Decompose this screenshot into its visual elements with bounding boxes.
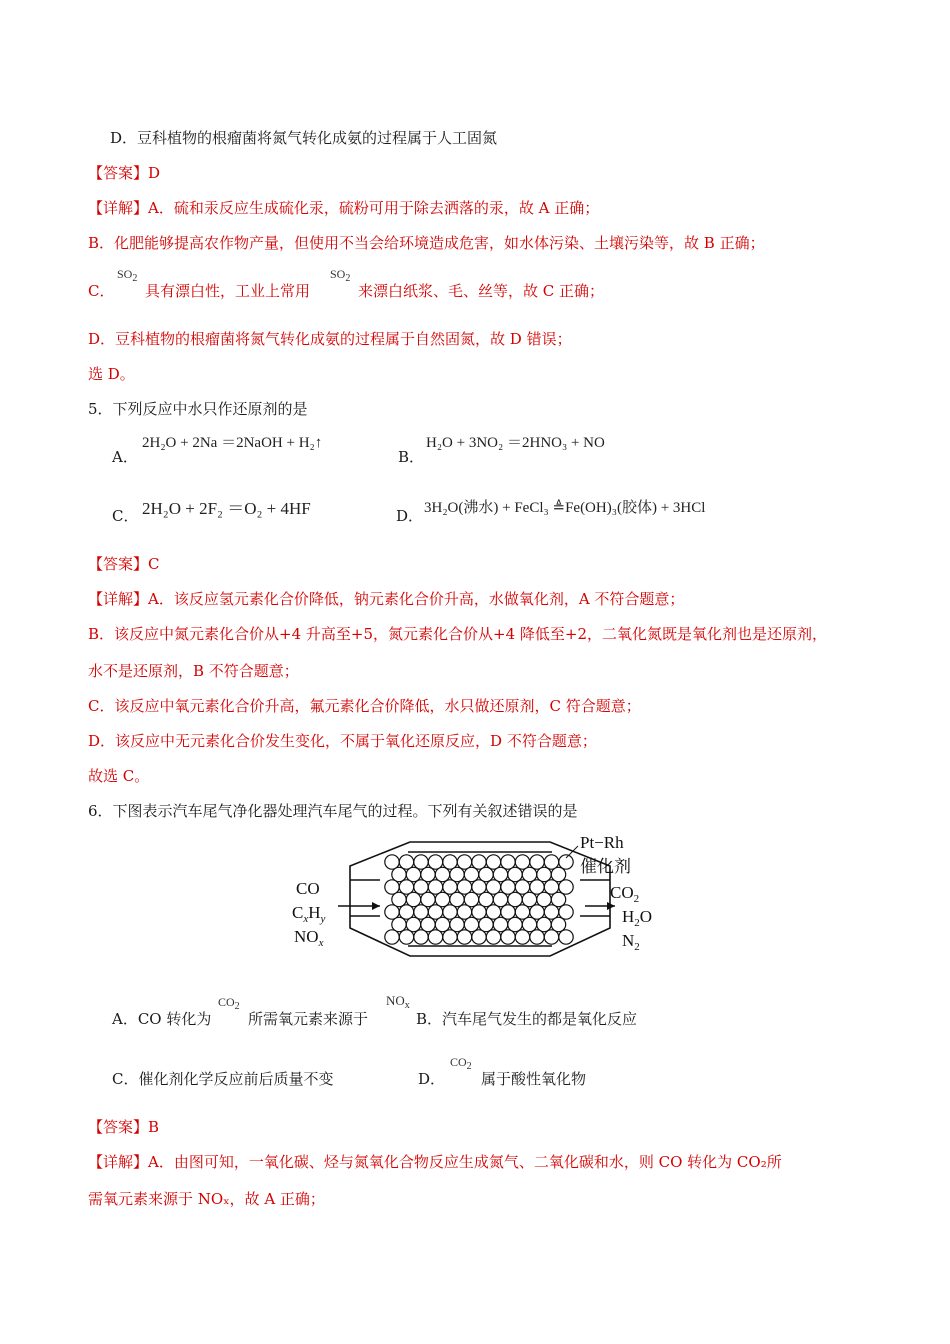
q5-stem: 5．下列反应中水只作还原剂的是 <box>88 400 308 418</box>
q5-option-c-label: C． <box>112 507 139 525</box>
catalyst-pellet <box>515 930 529 944</box>
q5-detail-a: 【详解】A．该反应氢元素化合价降低，钠元素化合价升高，水做氧化剂，A 不符合题意； <box>88 590 685 608</box>
catalyst-pellet <box>399 930 413 944</box>
q4-answer: 【答案】D <box>88 164 161 182</box>
q5-option-d-formula: 3H₂O(沸水) + FeCl₃ ≜Fe(OH)₃(胶体) + 3HCl <box>424 500 706 516</box>
catalyst-pellet <box>472 930 486 944</box>
catalyst-pellet <box>486 930 500 944</box>
q4-option-d: D．豆科植物的根瘤菌将氮气转化成氨的过程属于人工固氮 <box>110 129 498 147</box>
q6-option-b: B．汽车尾气发生的都是氧化反应 <box>416 1010 638 1028</box>
catalyst-pellet <box>559 905 573 919</box>
q6-stem: 6．下图表示汽车尾气净化器处理汽车尾气的过程。下列有关叙述错误的是 <box>88 802 578 820</box>
input-co-label: CO <box>296 879 320 898</box>
catalyst-pellet <box>385 930 399 944</box>
catalyst-pellet <box>414 930 428 944</box>
q6-answer: 【答案】B <box>88 1118 160 1136</box>
q6-co2-formula-a: $CO_2$ <box>218 995 240 1012</box>
q6-option-a-prefix: A．CO 转化为 <box>112 1010 212 1028</box>
catalyst-label-line2: 催化剂 <box>580 857 631 876</box>
q5-detail-c: C．该反应中氧元素化合价升高，氟元素化合价降低，水只做还原剂，C 符合题意； <box>88 697 641 715</box>
q6-detail-a2: 需氧元素来源于 NOₓ，故 A 正确； <box>88 1190 325 1208</box>
q6-detail-a1: 【详解】A．由图可知，一氧化碳、烃与氮氧化合物反应生成氮气、二氧化碳和水，则 CO 转化为 CO₂所 <box>88 1153 782 1171</box>
q5-option-c-formula: 2H₂O + 2F₂ ＝O₂ + 4HF <box>142 499 311 518</box>
q4-detail-d: D．豆科植物的根瘤菌将氮气转化成氨的过程属于自然固氮，故 D 错误； <box>88 330 572 348</box>
catalyst-pellet <box>457 930 471 944</box>
catalyst-pellet <box>428 930 442 944</box>
q5-option-a-formula: 2H₂O + 2Na ＝2NaOH + H₂↑ <box>142 435 323 451</box>
inlet-arrow-icon <box>372 902 380 910</box>
q4-detail-a: 【详解】A．硫和汞反应生成硫化汞，硫粉可用于除去洒落的汞，故 A 正确； <box>88 199 600 217</box>
q6-option-a-mid: 所需氧元素来源于 <box>248 1010 369 1028</box>
q6-nox-formula: $NO_x$ <box>386 993 410 1011</box>
q5-option-b-formula: H₂O + 3NO₂ ＝2HNO₃ + NO <box>426 435 605 451</box>
q5-detail-d: D．该反应中无元素化合价发生变化，不属于氧化还原反应，D 不符合题意； <box>88 732 597 750</box>
q5-answer: 【答案】C <box>88 555 160 573</box>
catalyst-pellet <box>559 855 573 869</box>
q4-detail-c-suffix: 来漂白纸浆、毛、丝等，故 C 正确； <box>358 282 605 300</box>
catalyst-pellet <box>544 930 558 944</box>
q6-option-c: C．催化剂化学反应前后质量不变 <box>112 1070 334 1088</box>
outlet-arrow-icon <box>607 902 615 910</box>
q4-detail-b: B．化肥能够提高农作物产量，但使用不当会给环境造成危害，如水体污染、土壤污染等，故 B 正确； <box>88 234 765 252</box>
catalytic-converter-diagram <box>280 828 680 976</box>
output-co2-label: $CO_2$ <box>610 883 640 905</box>
q5-option-d-label: D． <box>396 507 424 525</box>
catalyst-pellet <box>559 930 573 944</box>
q5-detail-b1: B．该反应中氮元素化合价从+4 升高至+5，氮元素化合价从+4 降低至+2，二氧化氮既是氧化剂也是还原剂， <box>88 625 828 643</box>
input-cxhy-label: $C_xH_y$ <box>292 903 326 925</box>
q6-option-d-prefix: D． <box>418 1070 446 1088</box>
q5-select: 故选 C。 <box>88 767 150 785</box>
catalyst-pellet <box>443 930 457 944</box>
input-nox-label: $NO_x$ <box>294 927 324 949</box>
q4-so2-formula-2: $SO_2$ <box>330 267 351 284</box>
q5-option-b-label: B． <box>398 448 425 466</box>
output-h2o-label: $H_2O$ <box>622 907 653 929</box>
q5-option-a-label: A． <box>112 448 138 466</box>
q5-detail-b2: 水不是还原剂，B 不符合题意； <box>88 662 299 680</box>
q4-select: 选 D。 <box>88 365 135 383</box>
q4-detail-c-mid: 具有漂白性，工业上常用 <box>145 282 311 300</box>
q6-co2-formula-d: $CO_2$ <box>450 1055 472 1072</box>
catalyst-pellets <box>385 855 573 944</box>
catalyst-label-line1: Pt−Rh <box>580 833 624 852</box>
q4-so2-formula-1: $SO_2$ <box>117 267 138 284</box>
catalyst-pellet <box>530 930 544 944</box>
q6-option-d-suffix: 属于酸性氧化物 <box>481 1070 587 1088</box>
catalyst-pellet <box>559 880 573 894</box>
catalyst-pellet <box>501 930 515 944</box>
output-n2-label: $N_2$ <box>622 931 640 953</box>
q4-detail-c-prefix: C． <box>88 282 115 300</box>
